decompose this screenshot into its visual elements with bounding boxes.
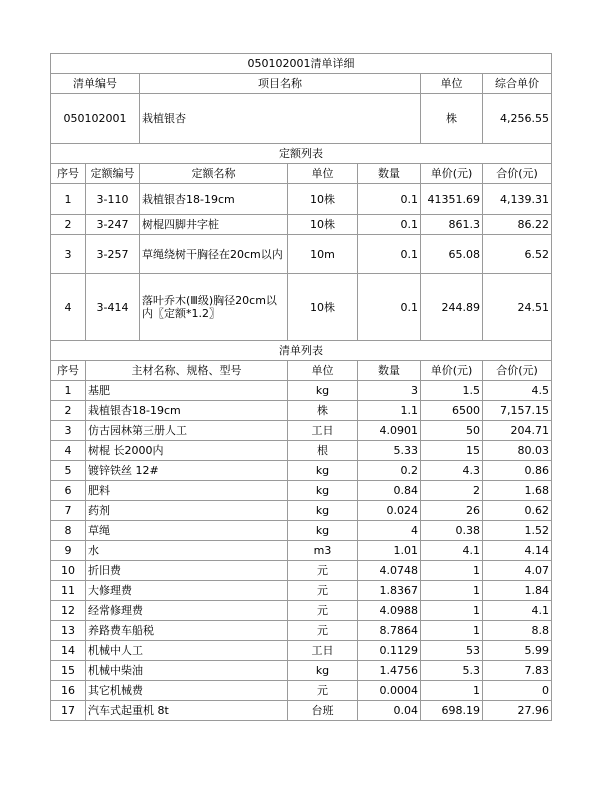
material-unit: 元	[288, 681, 358, 701]
quota-header-cell: 合价(元)	[483, 164, 552, 184]
material-unit-price: 2	[421, 481, 483, 501]
material-row	[51, 481, 552, 501]
material-qty: 0.1129	[358, 641, 421, 661]
material-index: 9	[51, 541, 86, 561]
material-qty: 8.7864	[358, 621, 421, 641]
material-qty: 0.024	[358, 501, 421, 521]
material-name: 机械中人工	[86, 641, 288, 661]
material-unit-price: 1	[421, 601, 483, 621]
material-row	[51, 401, 552, 421]
material-qty: 3	[358, 381, 421, 401]
material-unit: 台班	[288, 701, 358, 721]
material-header-cell: 数量	[358, 361, 421, 381]
material-index: 5	[51, 461, 86, 481]
item-price: 4,256.55	[483, 94, 552, 144]
material-row	[51, 701, 552, 721]
material-name: 树棍 长2000内	[86, 441, 288, 461]
item-name: 栽植银杏	[140, 94, 421, 144]
material-index: 10	[51, 561, 86, 581]
quota-qty: 0.1	[358, 184, 421, 215]
material-name: 水	[86, 541, 288, 561]
material-unit-price: 4.3	[421, 461, 483, 481]
material-row	[51, 381, 552, 401]
quota-section-title: 定额列表	[51, 144, 552, 164]
material-unit: 元	[288, 621, 358, 641]
material-total: 5.99	[483, 641, 552, 661]
material-total: 4.1	[483, 601, 552, 621]
material-total: 1.68	[483, 481, 552, 501]
material-unit: kg	[288, 501, 358, 521]
material-unit-price: 53	[421, 641, 483, 661]
material-total: 80.03	[483, 441, 552, 461]
material-unit: 根	[288, 441, 358, 461]
material-index: 8	[51, 521, 86, 541]
material-unit: 元	[288, 601, 358, 621]
material-qty: 5.33	[358, 441, 421, 461]
material-index: 3	[51, 421, 86, 441]
material-unit: kg	[288, 661, 358, 681]
material-row	[51, 441, 552, 461]
quota-unit: 10株	[288, 184, 358, 215]
material-unit: 工日	[288, 641, 358, 661]
material-name: 基肥	[86, 381, 288, 401]
material-unit: 元	[288, 561, 358, 581]
material-row	[51, 601, 552, 621]
quota-unit-price: 65.08	[421, 235, 483, 274]
material-total: 1.84	[483, 581, 552, 601]
material-row	[51, 521, 552, 541]
material-unit-price: 1	[421, 621, 483, 641]
material-total: 7,157.15	[483, 401, 552, 421]
material-name: 草绳	[86, 521, 288, 541]
quota-row	[51, 215, 552, 235]
material-unit: kg	[288, 461, 358, 481]
material-index: 4	[51, 441, 86, 461]
item-code: 050102001	[51, 94, 140, 144]
material-name: 栽植银杏18-19cm	[86, 401, 288, 421]
header-price-label: 综合单价	[483, 74, 552, 94]
item-unit: 株	[421, 94, 483, 144]
quota-index: 3	[51, 235, 86, 274]
quota-unit: 10株	[288, 274, 358, 341]
material-qty: 0.0004	[358, 681, 421, 701]
quota-name: 草绳绕树干胸径在20cm以内	[140, 235, 288, 274]
header-unit-label: 单位	[421, 74, 483, 94]
quota-header-cell: 单价(元)	[421, 164, 483, 184]
quota-index: 1	[51, 184, 86, 215]
header-name-label: 项目名称	[140, 74, 421, 94]
material-qty: 1.1	[358, 401, 421, 421]
material-row	[51, 561, 552, 581]
material-qty: 4.0748	[358, 561, 421, 581]
material-name: 大修理费	[86, 581, 288, 601]
quota-total: 4,139.31	[483, 184, 552, 215]
material-row	[51, 621, 552, 641]
quota-row	[51, 235, 552, 274]
quota-code: 3-257	[86, 235, 140, 274]
quota-index: 4	[51, 274, 86, 341]
material-total: 204.71	[483, 421, 552, 441]
material-name: 汽车式起重机 8t	[86, 701, 288, 721]
quota-total: 24.51	[483, 274, 552, 341]
material-total: 7.83	[483, 661, 552, 681]
material-index: 12	[51, 601, 86, 621]
material-name: 经常修理费	[86, 601, 288, 621]
quota-header-cell: 数量	[358, 164, 421, 184]
material-qty: 1.4756	[358, 661, 421, 681]
material-index: 6	[51, 481, 86, 501]
material-qty: 0.04	[358, 701, 421, 721]
material-row	[51, 661, 552, 681]
quota-header-cell: 定额名称	[140, 164, 288, 184]
material-unit-price: 1.5	[421, 381, 483, 401]
material-total: 4.14	[483, 541, 552, 561]
quota-row	[51, 184, 552, 215]
material-name: 镀锌铁丝 12#	[86, 461, 288, 481]
material-qty: 4	[358, 521, 421, 541]
material-unit-price: 50	[421, 421, 483, 441]
material-total: 27.96	[483, 701, 552, 721]
material-unit: m3	[288, 541, 358, 561]
material-unit-price: 4.1	[421, 541, 483, 561]
material-unit-price: 0.38	[421, 521, 483, 541]
material-unit: kg	[288, 521, 358, 541]
page-title: 050102001清单详细	[51, 54, 552, 74]
quota-name: 落叶乔木(Ⅲ级)胸径20cm以内〖定额*1.2〗	[140, 274, 288, 341]
material-unit: 株	[288, 401, 358, 421]
material-name: 药剂	[86, 501, 288, 521]
header-code-label: 清单编号	[51, 74, 140, 94]
material-index: 17	[51, 701, 86, 721]
material-unit: kg	[288, 481, 358, 501]
material-index: 15	[51, 661, 86, 681]
material-unit-price: 5.3	[421, 661, 483, 681]
material-unit: kg	[288, 381, 358, 401]
quota-total: 86.22	[483, 215, 552, 235]
material-unit-price: 15	[421, 441, 483, 461]
quota-index: 2	[51, 215, 86, 235]
material-header-cell: 单价(元)	[421, 361, 483, 381]
quota-row	[51, 274, 552, 341]
quota-code: 3-414	[86, 274, 140, 341]
material-total: 1.52	[483, 521, 552, 541]
quota-name: 树棍四脚井字桩	[140, 215, 288, 235]
material-total: 0.86	[483, 461, 552, 481]
quota-total: 6.52	[483, 235, 552, 274]
material-row	[51, 501, 552, 521]
quota-code: 3-247	[86, 215, 140, 235]
quota-qty: 0.1	[358, 235, 421, 274]
quota-unit: 10株	[288, 215, 358, 235]
material-total: 8.8	[483, 621, 552, 641]
quota-header-cell: 定额编号	[86, 164, 140, 184]
material-unit: 工日	[288, 421, 358, 441]
material-index: 14	[51, 641, 86, 661]
material-header-row	[51, 361, 552, 381]
material-row	[51, 581, 552, 601]
quota-header-cell: 单位	[288, 164, 358, 184]
material-index: 2	[51, 401, 86, 421]
material-total: 4.5	[483, 381, 552, 401]
quota-qty: 0.1	[358, 215, 421, 235]
material-unit-price: 6500	[421, 401, 483, 421]
quota-unit-price: 861.3	[421, 215, 483, 235]
material-name: 肥料	[86, 481, 288, 501]
material-header-cell: 单位	[288, 361, 358, 381]
material-row	[51, 421, 552, 441]
material-total: 0.62	[483, 501, 552, 521]
material-qty: 1.01	[358, 541, 421, 561]
material-unit-price: 698.19	[421, 701, 483, 721]
material-unit-price: 1	[421, 561, 483, 581]
material-qty: 0.2	[358, 461, 421, 481]
quota-code: 3-110	[86, 184, 140, 215]
material-unit-price: 26	[421, 501, 483, 521]
material-total: 4.07	[483, 561, 552, 581]
material-name: 机械中柴油	[86, 661, 288, 681]
material-index: 16	[51, 681, 86, 701]
material-qty: 1.8367	[358, 581, 421, 601]
material-name: 其它机械费	[86, 681, 288, 701]
material-index: 13	[51, 621, 86, 641]
material-total: 0	[483, 681, 552, 701]
material-section-title: 清单列表	[51, 341, 552, 361]
material-qty: 4.0988	[358, 601, 421, 621]
quota-unit-price: 41351.69	[421, 184, 483, 215]
quota-header-row	[51, 164, 552, 184]
quota-header-cell: 序号	[51, 164, 86, 184]
material-index: 7	[51, 501, 86, 521]
material-index: 11	[51, 581, 86, 601]
material-row	[51, 681, 552, 701]
material-unit: 元	[288, 581, 358, 601]
quota-name: 栽植银杏18-19cm	[140, 184, 288, 215]
material-qty: 0.84	[358, 481, 421, 501]
material-name: 养路费车船税	[86, 621, 288, 641]
material-row	[51, 641, 552, 661]
material-header-cell: 主材名称、规格、型号	[86, 361, 288, 381]
material-name: 折旧费	[86, 561, 288, 581]
material-header-cell: 序号	[51, 361, 86, 381]
material-unit-price: 1	[421, 581, 483, 601]
bill-detail-table	[50, 53, 552, 721]
material-header-cell: 合价(元)	[483, 361, 552, 381]
quota-unit-price: 244.89	[421, 274, 483, 341]
material-unit-price: 1	[421, 681, 483, 701]
material-index: 1	[51, 381, 86, 401]
material-name: 仿古园林第三册人工	[86, 421, 288, 441]
quota-qty: 0.1	[358, 274, 421, 341]
material-row	[51, 461, 552, 481]
material-qty: 4.0901	[358, 421, 421, 441]
quota-unit: 10m	[288, 235, 358, 274]
material-row	[51, 541, 552, 561]
